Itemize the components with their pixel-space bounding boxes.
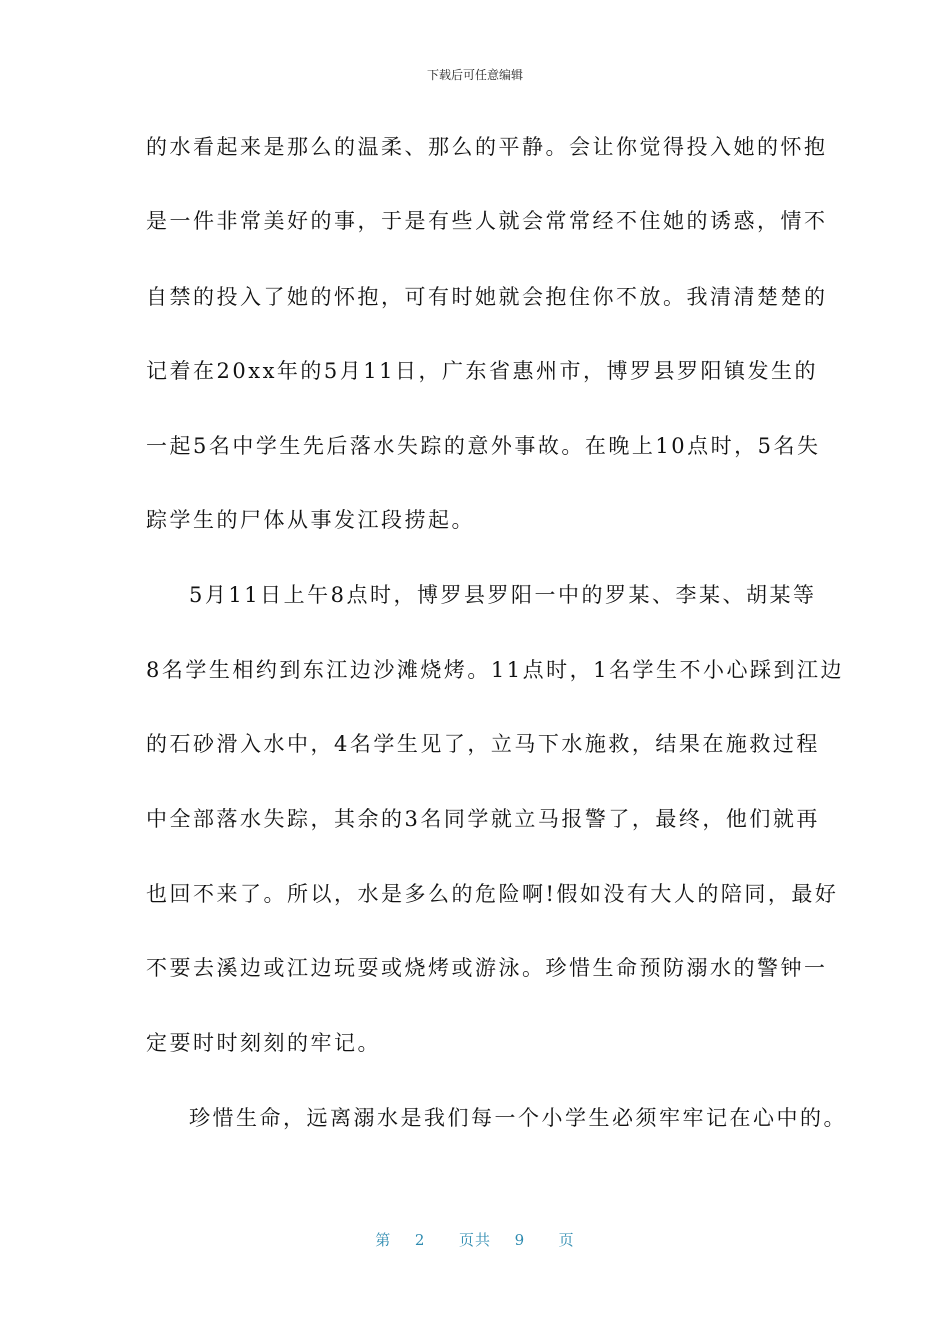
text-line: 踪学生的尸体从事发江段捞起。: [146, 508, 475, 532]
text-line: 的石砂滑入水中，4名学生见了，立马下水施救，结果在施救过程: [146, 732, 820, 756]
paragraph-first-line: 5月11日上午8点时，博罗县罗阳一中的罗某、李某、胡某等: [189, 583, 817, 607]
text-line: 定要时时刻刻的牢记。: [146, 1031, 381, 1055]
page-label-suffix: 页: [558, 1231, 575, 1249]
text-line: 记着在20xx年的5月11日，广东省惠州市，博罗县罗阳镇发生的: [146, 359, 818, 383]
paragraph-first-line: 珍惜生命，远离溺水是我们每一个小学生必须牢牢记在心中的。: [189, 1106, 847, 1130]
page-header: 下载后可任意编辑: [426, 68, 523, 82]
text-line: 自禁的投入了她的怀抱，可有时她就会抱住你不放。我清清楚楚的: [146, 285, 828, 309]
text-line: 不要去溪边或江边玩耍或烧烤或游泳。珍惜生命预防溺水的警钟一: [146, 956, 828, 980]
page-label-mid: 页共: [458, 1231, 491, 1249]
total-pages-number: 9: [514, 1231, 526, 1249]
text-line: 也回不来了。所以，水是多么的危险啊!假如没有大人的陪同，最好: [146, 882, 839, 906]
current-page-number: 2: [414, 1231, 426, 1249]
page-number-footer: [0, 1230, 950, 1250]
text-line: 是一件非常美好的事，于是有些人就会常常经不住她的诱惑，情不: [146, 209, 828, 233]
text-line: 8名学生相约到东江边沙滩烧烤。11点时，1名学生不小心踩到江边: [146, 658, 844, 682]
page-label-prefix: 第: [375, 1231, 392, 1249]
text-line: 一起5名中学生先后落水失踪的意外事故。在晚上10点时，5名失: [146, 434, 821, 458]
text-line: 中全部落水失踪，其余的3名同学就立马报警了，最终，他们就再: [146, 807, 820, 831]
text-line: 的水看起来是那么的温柔、那么的平静。会让你觉得投入她的怀抱: [146, 135, 828, 159]
